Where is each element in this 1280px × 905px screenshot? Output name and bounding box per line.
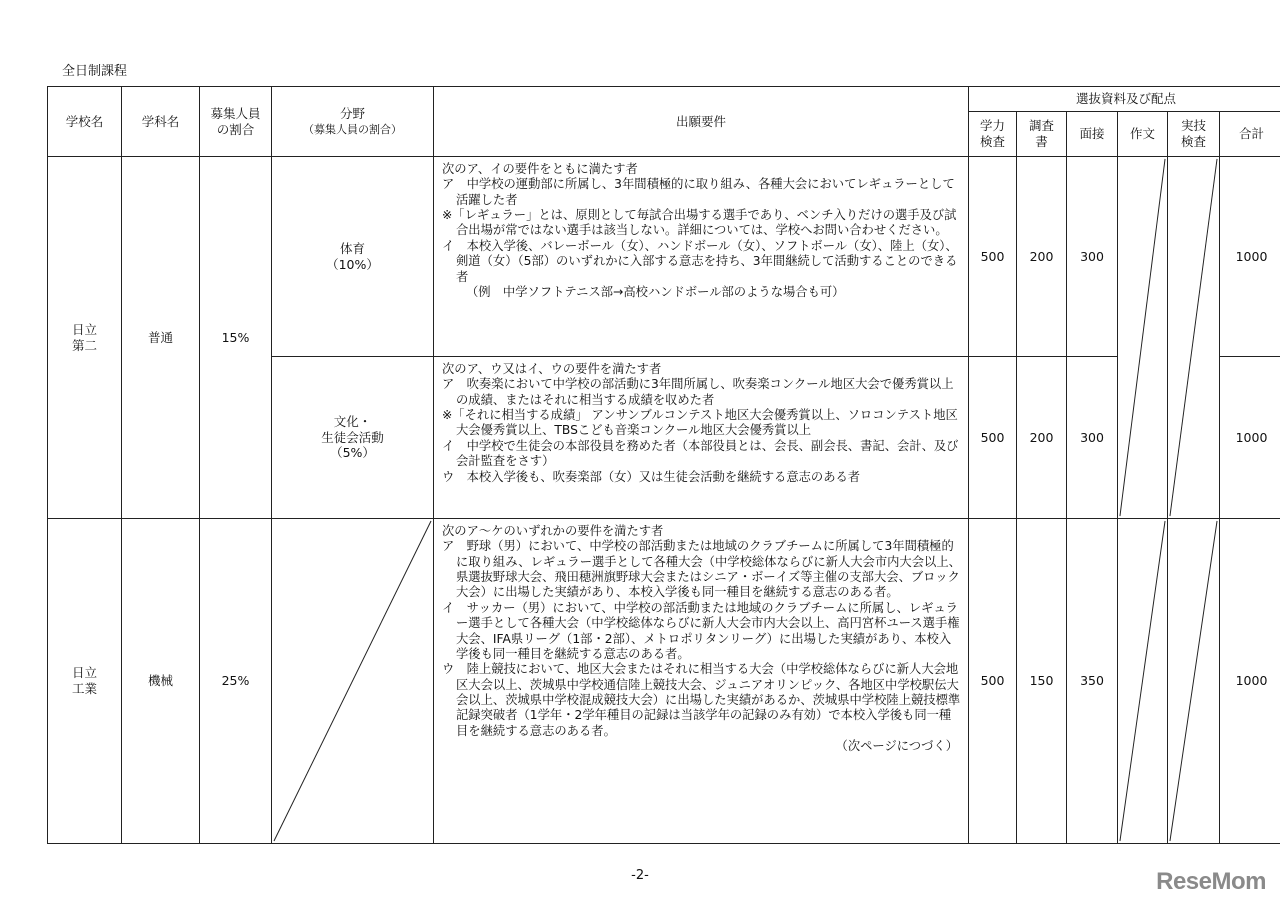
score-academic: 500 (969, 357, 1017, 519)
header-total: 合計 (1220, 112, 1280, 157)
practical-na-cell (1168, 519, 1220, 844)
score-report: 150 (1017, 519, 1067, 844)
requirements-cell: 次のア、イの要件をともに満たす者 ア 中学校の運動部に所属し、3年間積極的に取り組み、各種大会においてレギュラーとして活躍した者 ※「レギュラー」とは、原則として毎試合出場する選手であり、ベンチ入りだけの選手及び試合出場が常ではない選手は該当しない。詳細については、学校へお問い合わせください。 イ 本校入学後、バレーボール（女）、ハンドボール（女）、ソフトボール（女）、陸上（女）、剣道（女）（5部）のいずれかに入部する意志を持ち、3年間継続して活動することのできる者 （例 中学ソフトテニス部→高校ハンドボール部のような場合も可） (434, 157, 969, 357)
score-report: 200 (1017, 157, 1067, 357)
resemom-logo: ReseMom (1156, 868, 1266, 895)
score-total: 1000 (1220, 519, 1280, 844)
header-selection: 選抜資料及び配点 (969, 87, 1280, 112)
header-essay: 作文 (1118, 112, 1168, 157)
field-name: 体育 （10%） (272, 157, 434, 357)
header-interview: 面接 (1067, 112, 1118, 157)
dept-name: 機械 (122, 519, 200, 844)
continued-note: （次ページにつづく） (835, 739, 958, 754)
score-report: 200 (1017, 357, 1067, 519)
score-total: 1000 (1220, 157, 1280, 357)
essay-na-cell (1118, 157, 1168, 519)
score-total: 1000 (1220, 357, 1280, 519)
score-interview: 300 (1067, 357, 1118, 519)
table-row (48, 519, 1280, 844)
requirements-cell: 次のア、ウ又はイ、ウの要件を満たす者 ア 吹奏楽において中学校の部活動に3年間所属し、吹奏楽コンクール地区大会で優秀賞以上の成績、またはそれに相当する成績を収めた者 ※「それに相当する成績」 アンサンブルコンテスト地区大会優秀賞以上、ソロコンテスト地区大会優秀賞以上、TBSこども音楽コンクール地区大会優秀賞以上 イ 中学校で生徒会の本部役員を務めた者（本部役員とは、会長、副会長、書記、会計、及び会計監査をさす） ウ 本校入学後も、吹奏楽部（女）又は生徒会活動を継続する意志のある者 (434, 357, 969, 519)
course-title: 全日制課程 (62, 64, 128, 79)
field-name: 文化・ 生徒会活動 （5%） (272, 357, 434, 519)
ratio-value: 25% (200, 519, 272, 844)
school-name: 日立 工業 (48, 519, 122, 844)
page-number: -2- (631, 868, 649, 883)
essay-na-cell (1118, 519, 1168, 844)
ratio-value: 15% (200, 157, 272, 519)
field-na-cell (272, 519, 434, 844)
score-interview: 300 (1067, 157, 1118, 357)
header-field: 分野 （募集人員の割合） (272, 87, 434, 157)
admission-table (47, 86, 1280, 844)
requirements-cell: 次のア～ケのいずれかの要件を満たす者 ア 野球（男）において、中学校の部活動または地域のクラブチームに所属して3年間積極的に取り組み、レギュラー選手として各種大会（中学校総体ならびに新人大会市内大会以上、県選抜野球大会、飛田穂洲旗野球大会またはシニア・ボーイズ等主催の支部大会、ブロック大会）に出場した実績があり、本校入学後も同一種目を継続する意志のある者。 イ サッカー（男）において、中学校の部活動または地域のクラブチームに所属し、レギュラー選手として各種大会（中学校総体ならびに新人大会市内大会以上、高円宮杯ユース選手権大会、IFA県リーグ（1部・2部）、メトロポリタンリーグ）に出場した実績があり、本校入学後も同一種目を継続する意志のある者。 ウ 陸上競技において、地区大会またはそれに相当する大会（中学校総体ならびに新人大会地区大会以上、茨城県中学校通信陸上競技大会、ジュニアオリンピック、各地区中学校駅伝大会以上、茨城県中学校混成競技大会）に出場した実績があるか、茨城県中学校陸上競技標準記録突破者（1学年・2学年種目の記録は当該学年の記録のみ有効）で本校入学後も同一種目を継続する意志のある者。 （次ページにつづく） (434, 519, 969, 844)
header-ratio: 募集人員 の割合 (200, 87, 272, 157)
header-school: 学校名 (48, 87, 122, 157)
header-practical: 実技 検査 (1168, 112, 1220, 157)
header-academic: 学力 検査 (969, 112, 1017, 157)
table-row (48, 157, 1280, 357)
score-academic: 500 (969, 157, 1017, 357)
header-dept: 学科名 (122, 87, 200, 157)
header-requirements: 出願要件 (434, 87, 969, 157)
header-report: 調査 書 (1017, 112, 1067, 157)
practical-na-cell (1168, 157, 1220, 519)
score-academic: 500 (969, 519, 1017, 844)
score-interview: 350 (1067, 519, 1118, 844)
school-name: 日立 第二 (48, 157, 122, 519)
dept-name: 普通 (122, 157, 200, 519)
